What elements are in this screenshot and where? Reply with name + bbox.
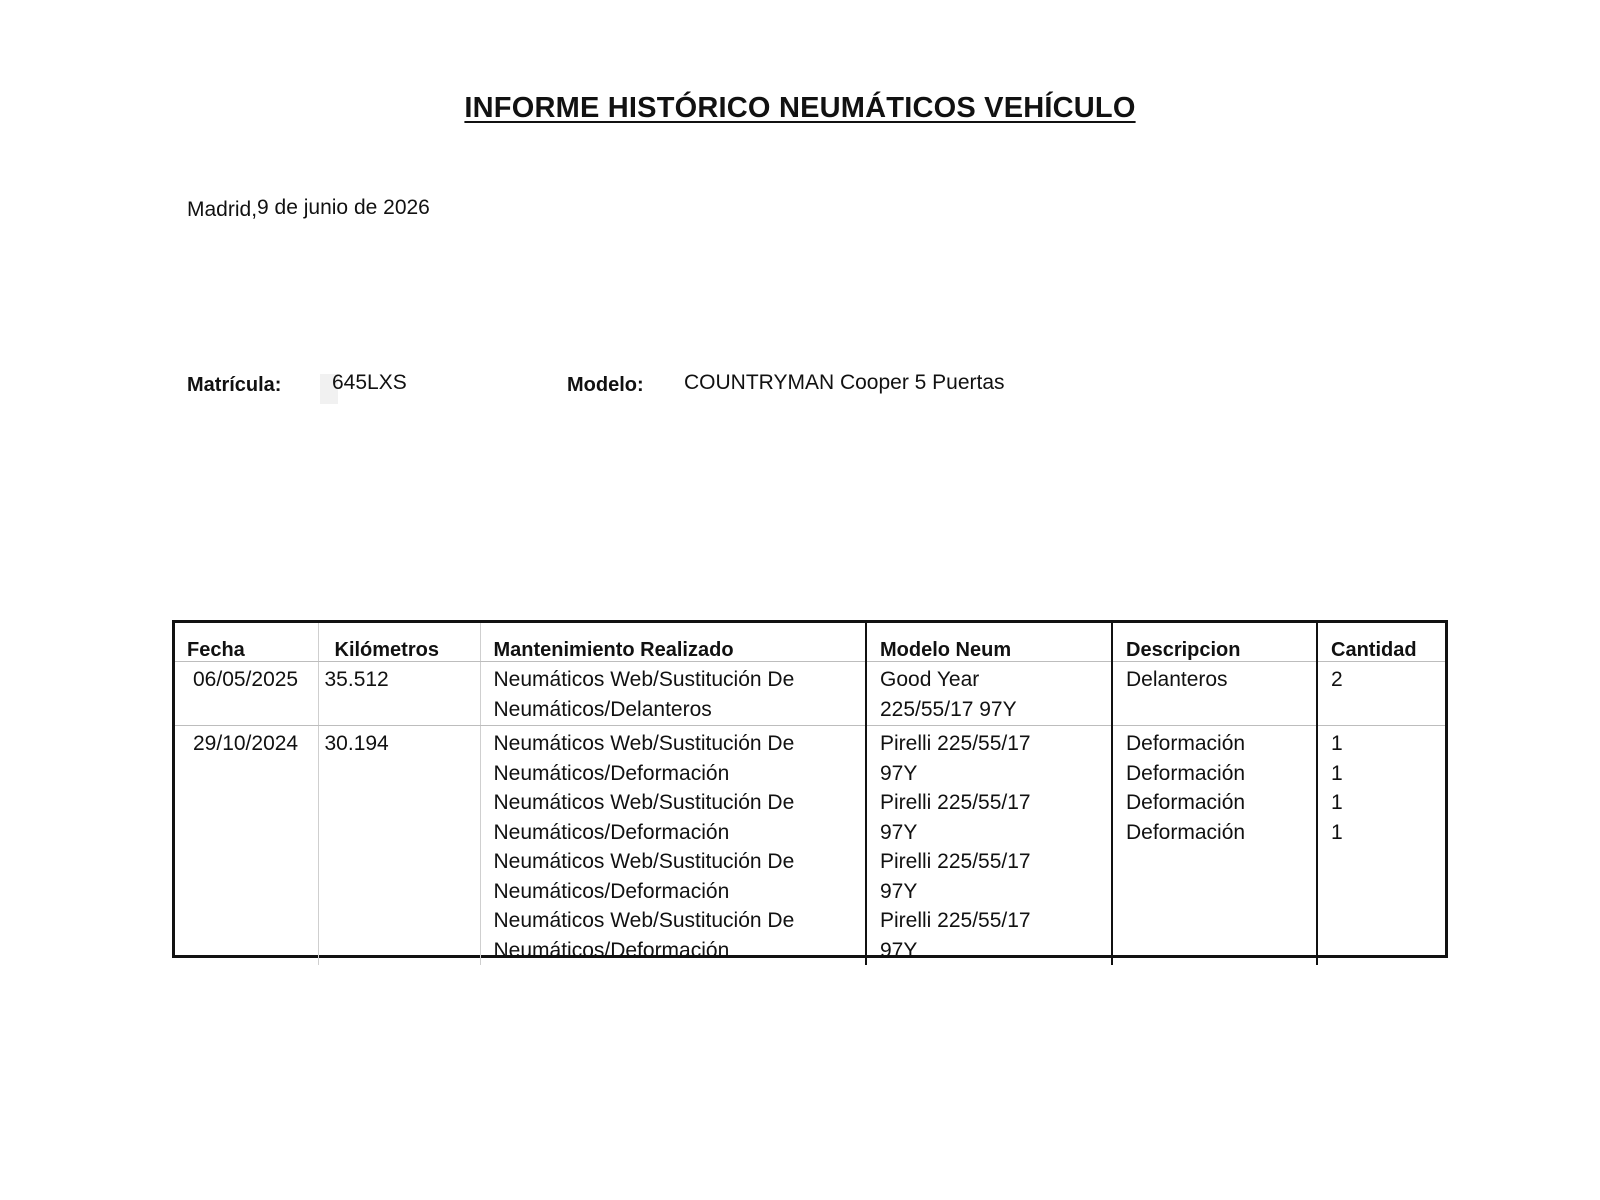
cell-line: Neumáticos Web/Sustitución De [493,791,795,814]
model-value: COUNTRYMAN Cooper 5 Puertas [684,371,1005,394]
cell-line: Neumáticos/Deformación [493,879,730,903]
cell-line: Deformación [1126,791,1246,814]
tire-history-table [172,620,1448,962]
cell-line: 97Y [880,820,918,844]
cell-line: 97Y [880,761,918,785]
report-city: Madrid, [187,198,258,221]
report-title: INFORME HISTÓRICO NEUMÁTICOS VEHÍCULO [464,92,1136,124]
cell-mantenimiento [480,662,866,726]
model-label: Modelo: [567,374,644,396]
cell-line: Deformación [1126,820,1246,844]
cell-line: 1 [1331,791,1343,814]
cell-line: Deformación [1126,761,1246,785]
cell-line: Pirelli 225/55/17 [880,732,1031,755]
cell-line: 97Y [880,938,918,962]
cell-modelo-neum [866,662,1112,726]
cell-line: 1 [1331,732,1343,755]
cell-line: Neumáticos/Deformación [493,761,730,785]
table-header-row [175,623,1445,662]
header-cantidad: Cantidad [1317,623,1445,662]
cell-line: Neumáticos/Deformación [493,820,730,844]
cell-modelo-neum [866,726,1112,966]
cell-line: 2 [1331,668,1343,691]
cell-line: Good Year [880,668,980,691]
header-modelo-neum: Modelo Neum [866,623,1112,662]
cell-line: Delanteros [1126,668,1228,691]
cell-descripcion [1112,662,1317,726]
header-fecha: Fecha [175,623,318,662]
header-descripcion: Descripcion [1112,623,1317,662]
report-date: 9 de junio de 2026 [257,196,430,219]
cell-line: Deformación [1126,732,1246,755]
cell-line: Pirelli 225/55/17 [880,909,1031,932]
cell-kilometros: 35.512 [318,662,480,726]
report-date-line [187,196,430,220]
cell-cantidad [1317,662,1445,726]
cell-fecha: 29/10/2024 [175,726,318,966]
cell-line: 1 [1331,820,1343,844]
plate-label: Matrícula: [187,374,282,396]
cell-line: 97Y [880,879,918,903]
header-mantenimiento: Mantenimiento Realizado [480,623,866,662]
cell-line: Neumáticos Web/Sustitución De [493,850,795,873]
cell-kilometros: 30.194 [318,726,480,966]
table-row [175,726,1445,966]
cell-line: Neumáticos Web/Sustitución De [493,732,795,755]
table-row [175,662,1445,726]
plate-value: 645LXS [332,371,407,394]
cell-mantenimiento [480,726,866,966]
cell-line: Pirelli 225/55/17 [880,791,1031,814]
cell-line: Neumáticos Web/Sustitución De [493,668,795,691]
cell-line: Pirelli 225/55/17 [880,850,1031,873]
cell-line: Neumáticos/Delanteros [493,697,712,721]
header-kilometros: Kilómetros [318,623,480,662]
cell-fecha: 06/05/2025 [175,662,318,726]
cell-line: 1 [1331,761,1343,785]
cell-line: Neumáticos/Deformación [493,938,730,962]
cell-line: Neumáticos Web/Sustitución De [493,909,795,932]
cell-descripcion [1112,726,1317,966]
cell-cantidad [1317,726,1445,966]
cell-line: 225/55/17 97Y [880,697,1017,721]
